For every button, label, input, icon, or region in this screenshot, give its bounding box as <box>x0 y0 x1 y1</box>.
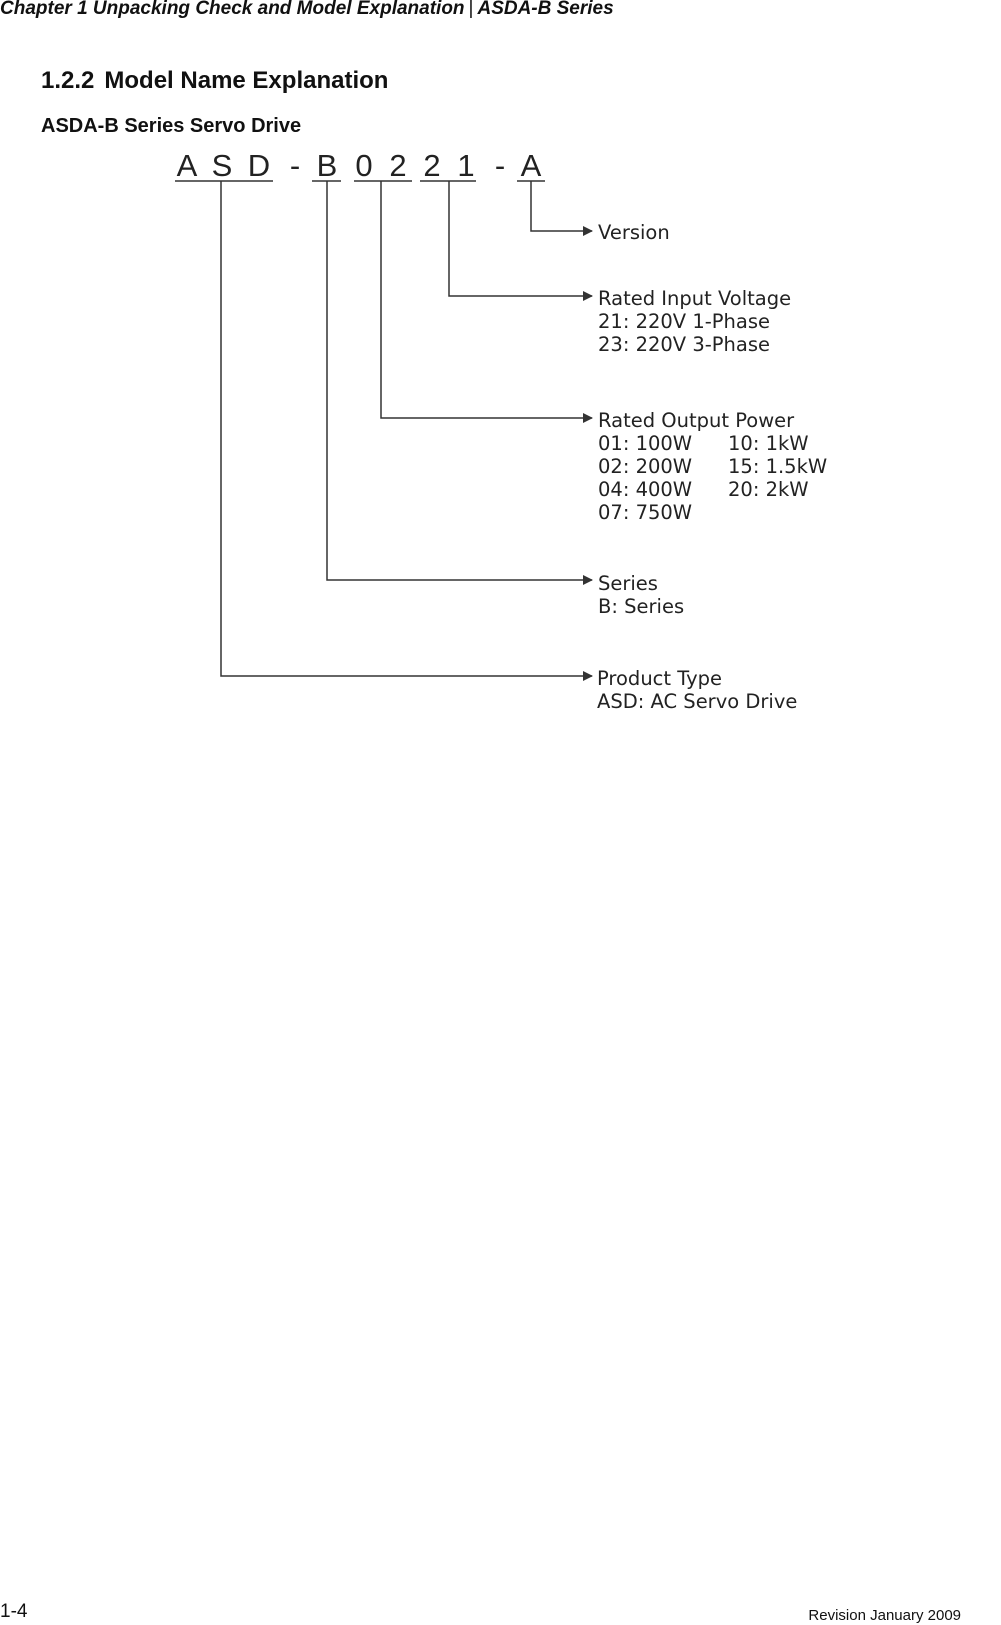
code-char: 2 <box>423 148 441 183</box>
power-option: 20: 2kW <box>728 478 809 501</box>
series-option: B: Series <box>598 595 685 618</box>
code-char: S <box>211 148 233 183</box>
field-series <box>598 572 684 618</box>
connector-version <box>531 181 592 231</box>
voltage-option: 21: 220V 1-Phase <box>598 310 771 333</box>
section-title: Model Name Explanation <box>104 67 389 94</box>
power-option: 04: 400W <box>598 478 693 501</box>
product-option: ASD: AC Servo Drive <box>597 690 798 713</box>
code-char: B <box>316 148 338 183</box>
connector-voltage <box>449 181 592 296</box>
code-char: - <box>289 148 301 183</box>
power-option: 07: 750W <box>598 501 693 524</box>
version-title: Version <box>598 221 670 244</box>
code-char: 1 <box>457 148 475 183</box>
diagram-subtitle: ASDA-B Series Servo Drive <box>41 115 302 137</box>
product-title: Product Type <box>597 667 723 690</box>
power-option: 10: 1kW <box>728 432 809 455</box>
section-number: 1.2.2 <box>41 67 95 94</box>
page-number: 1-4 <box>0 1601 28 1622</box>
power-option: 15: 1.5kW <box>728 455 828 478</box>
code-char: - <box>494 148 506 183</box>
field-power <box>598 409 827 524</box>
power-option: 02: 200W <box>598 455 693 478</box>
header-series: ASDA-B Series <box>477 0 614 19</box>
voltage-title: Rated Input Voltage <box>598 287 792 310</box>
header-chapter: Chapter 1 Unpacking Check and Model Explanation <box>0 0 465 19</box>
connector-power <box>381 181 592 418</box>
power-option: 01: 100W <box>598 432 693 455</box>
field-voltage <box>598 287 791 356</box>
series-title: Series <box>598 572 658 595</box>
voltage-option: 23: 220V 3-Phase <box>598 333 771 356</box>
power-title: Rated Output Power <box>598 409 795 432</box>
header-separator: | <box>468 0 474 19</box>
field-version <box>598 221 670 244</box>
code-char: A <box>520 148 542 183</box>
revision-note: Revision January 2009 <box>808 1607 961 1624</box>
code-char: A <box>176 148 198 183</box>
code-char: 0 <box>355 148 373 183</box>
code-char: 2 <box>389 148 407 183</box>
connector-series <box>327 181 592 580</box>
connector-lines <box>221 181 592 676</box>
code-char: D <box>247 148 271 183</box>
model-code <box>177 148 542 183</box>
model-name-diagram <box>0 0 1001 720</box>
connector-product <box>221 181 592 676</box>
field-product <box>597 667 797 713</box>
